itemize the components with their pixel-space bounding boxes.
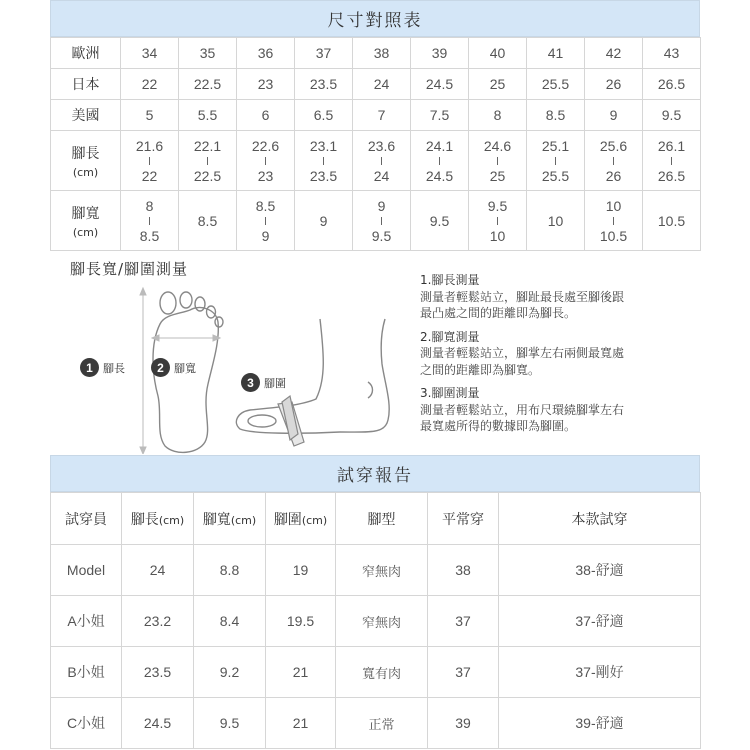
- size-value: 8.5: [545, 107, 566, 123]
- range-divider: [497, 217, 498, 225]
- size-value: 9: [609, 107, 618, 123]
- size-chart-table: [50, 37, 701, 251]
- size-value: 26: [605, 76, 622, 92]
- report-cell: 38-舒適: [499, 545, 701, 596]
- range-min: 10: [605, 197, 622, 214]
- row-unit-text: (cm): [72, 165, 99, 179]
- size-cell: [411, 191, 469, 251]
- row-label-text: 腳長: [71, 145, 100, 162]
- range-max: 25.5: [541, 167, 570, 184]
- size-range: [411, 139, 468, 183]
- badge-foot-girth: [241, 373, 286, 392]
- range-min: 24.6: [483, 137, 512, 154]
- size-row: [51, 38, 701, 69]
- size-cell: [237, 131, 295, 191]
- range-min: 23.6: [367, 137, 396, 154]
- range-max: 9: [261, 227, 270, 244]
- size-value: 5: [145, 107, 154, 123]
- size-value: 9.5: [661, 107, 682, 123]
- report-cell: Model: [51, 545, 122, 596]
- size-row-label: [51, 131, 121, 191]
- row-label-text: 美國: [71, 108, 100, 124]
- size-value: 24.5: [425, 76, 454, 92]
- header-text: 試穿員: [65, 511, 107, 528]
- report-cell: 8.4: [194, 596, 266, 647]
- report-cell: 8.8: [194, 545, 266, 596]
- instruction-title: 1.腳長測量: [420, 273, 480, 287]
- badge-number: 3: [241, 373, 260, 392]
- instruction-line: 最寬處所得的數據即為腳圍。: [420, 419, 577, 433]
- size-value: 26.5: [657, 76, 686, 92]
- size-range: [237, 199, 294, 243]
- report-cell: 21: [266, 698, 336, 749]
- report-column-header: [336, 493, 428, 545]
- size-value: 38: [373, 45, 390, 61]
- size-cell: [469, 100, 527, 131]
- report-row: [51, 545, 701, 596]
- report-cell: 37-剛好: [499, 647, 701, 698]
- size-value: 41: [547, 45, 564, 61]
- row-label-text: 日本: [71, 77, 100, 93]
- measurement-instructions: [420, 272, 700, 442]
- range-divider: [497, 157, 498, 165]
- range-max: 25: [489, 167, 506, 184]
- range-min: 21.6: [135, 137, 164, 154]
- size-cell: [469, 69, 527, 100]
- size-cell: [643, 69, 701, 100]
- header-unit: (cm): [301, 513, 328, 527]
- instruction-width: [420, 329, 700, 379]
- badge-label: 腳長: [103, 361, 125, 375]
- size-range: [121, 199, 178, 243]
- report-cell: B小姐: [51, 647, 122, 698]
- report-cell: 正常: [336, 698, 428, 749]
- size-value: 6.5: [313, 107, 334, 123]
- size-row-label: [51, 38, 121, 69]
- size-cell: [411, 100, 469, 131]
- range-min: 25.6: [599, 137, 628, 154]
- size-cell: [527, 38, 585, 69]
- header-text: 腳圍: [273, 511, 302, 528]
- size-cell: [295, 131, 353, 191]
- header-text: 腳型: [367, 511, 396, 528]
- size-range: [643, 139, 700, 183]
- size-value: 35: [199, 45, 216, 61]
- range-min: 25.1: [541, 137, 570, 154]
- report-column-header: [194, 493, 266, 545]
- size-cell: [121, 69, 179, 100]
- header-unit: (cm): [158, 513, 185, 527]
- size-value: 5.5: [197, 107, 218, 123]
- size-row: [51, 69, 701, 100]
- size-value: 42: [605, 45, 622, 61]
- report-cell: C小姐: [51, 698, 122, 749]
- report-cell: 23.5: [122, 647, 194, 698]
- size-value: 9: [319, 212, 328, 229]
- size-row-label: [51, 69, 121, 100]
- instruction-girth: [420, 385, 700, 435]
- measurement-section: [50, 254, 700, 454]
- instruction-line: 測量者輕鬆站立，用布尺環繞腳掌左右: [420, 402, 625, 417]
- instruction-title: 3.腳圍測量: [420, 386, 480, 400]
- size-value: 43: [663, 45, 680, 61]
- range-divider: [671, 157, 672, 165]
- range-max: 24: [373, 167, 390, 184]
- badge-foot-width: [151, 358, 196, 377]
- report-cell: 39-舒適: [499, 698, 701, 749]
- size-cell: [237, 69, 295, 100]
- report-cell: 19.5: [266, 596, 336, 647]
- size-cell: [585, 69, 643, 100]
- size-range: [353, 199, 410, 243]
- size-cell: [585, 100, 643, 131]
- header-unit: (cm): [230, 513, 257, 527]
- foot-diagram: [50, 284, 410, 454]
- range-divider: [265, 217, 266, 225]
- report-cell: 38: [428, 545, 499, 596]
- badge-label: 腳寬: [174, 361, 196, 375]
- size-cell: [179, 38, 237, 69]
- report-cell: 寬有肉: [336, 647, 428, 698]
- size-value: 24: [373, 76, 390, 92]
- report-cell: 39: [428, 698, 499, 749]
- row-label-text: 歐洲: [71, 46, 100, 62]
- range-divider: [381, 157, 382, 165]
- range-max: 26: [605, 167, 622, 184]
- report-cell: 9.5: [194, 698, 266, 749]
- size-range: [585, 199, 642, 243]
- instruction-line: 最凸處之間的距離即為腳長。: [420, 306, 577, 320]
- size-cell: [527, 131, 585, 191]
- size-cell: [585, 38, 643, 69]
- row-unit-text: (cm): [72, 225, 99, 239]
- size-cell: [585, 131, 643, 191]
- size-row: [51, 191, 701, 251]
- report-column-header: [122, 493, 194, 545]
- instruction-line: 測量者輕鬆站立，腳趾最長處至腳後跟: [420, 289, 625, 304]
- size-cell: [527, 100, 585, 131]
- range-divider: [149, 217, 150, 225]
- badge-foot-length: [80, 358, 125, 377]
- instruction-length: [420, 272, 700, 322]
- range-max: 24.5: [425, 167, 454, 184]
- report-cell: 24.5: [122, 698, 194, 749]
- range-divider: [613, 157, 614, 165]
- range-max: 10: [489, 227, 506, 244]
- size-range: [295, 139, 352, 183]
- size-cell: [179, 131, 237, 191]
- size-value: 23: [257, 76, 274, 92]
- try-on-report: [50, 455, 700, 749]
- size-cell: [295, 38, 353, 69]
- size-range: [585, 139, 642, 183]
- size-value: 25: [489, 76, 506, 92]
- range-max: 22.5: [193, 167, 222, 184]
- instruction-line: 測量者輕鬆站立，腳掌左右兩側最寬處: [420, 346, 625, 360]
- range-divider: [323, 157, 324, 165]
- report-header-row: [51, 493, 701, 545]
- length-arrow-icon: [140, 288, 146, 454]
- range-max: 22: [141, 167, 158, 184]
- header-text: 本款試穿: [571, 511, 628, 528]
- range-min: 8: [145, 197, 154, 214]
- size-value: 25.5: [541, 76, 570, 92]
- report-cell: 37: [428, 596, 499, 647]
- size-value: 34: [141, 45, 158, 61]
- size-cell: [295, 69, 353, 100]
- range-divider: [381, 217, 382, 225]
- size-cell: [469, 131, 527, 191]
- size-cell: [643, 191, 701, 251]
- row-label-text: 腳寬: [71, 205, 100, 222]
- report-cell: 9.2: [194, 647, 266, 698]
- size-range: [179, 139, 236, 183]
- size-value: 6: [261, 107, 270, 123]
- report-cell: A小姐: [51, 596, 122, 647]
- range-divider: [613, 217, 614, 225]
- size-range: [469, 199, 526, 243]
- size-cell: [237, 38, 295, 69]
- report-row: [51, 698, 701, 749]
- size-cell: [353, 191, 411, 251]
- size-row: [51, 100, 701, 131]
- range-min: 8.5: [255, 197, 276, 214]
- report-cell: 37: [428, 647, 499, 698]
- range-divider: [555, 157, 556, 165]
- size-row: [51, 131, 701, 191]
- report-column-header: [266, 493, 336, 545]
- size-cell: [295, 100, 353, 131]
- measurement-title: 腳長寬/腳圍測量: [70, 260, 189, 278]
- size-value: 7: [377, 107, 386, 123]
- size-cell: [353, 100, 411, 131]
- size-cell: [179, 100, 237, 131]
- size-cell: [411, 131, 469, 191]
- size-cell: [643, 100, 701, 131]
- width-arrow-icon: [152, 335, 220, 341]
- size-value: 8.5: [197, 212, 218, 229]
- size-cell: [353, 131, 411, 191]
- size-value: 22.5: [193, 76, 222, 92]
- size-range: [237, 139, 294, 183]
- size-value: 9.5: [429, 212, 450, 229]
- range-min: 22.1: [193, 137, 222, 154]
- report-title: 試穿報告: [50, 455, 700, 492]
- badge-label: 腳圍: [264, 376, 286, 390]
- size-cell: [643, 38, 701, 69]
- size-range: [353, 139, 410, 183]
- size-cell: [121, 131, 179, 191]
- range-max: 23.5: [309, 167, 338, 184]
- range-max: 9.5: [371, 227, 392, 244]
- header-text: 腳長: [130, 511, 159, 528]
- size-value: 8: [493, 107, 502, 123]
- size-value: 10: [547, 212, 564, 229]
- report-cell: 23.2: [122, 596, 194, 647]
- badge-number: 2: [151, 358, 170, 377]
- range-min: 23.1: [309, 137, 338, 154]
- size-cell: [411, 38, 469, 69]
- report-cell: 24: [122, 545, 194, 596]
- report-column-header: [499, 493, 701, 545]
- header-text: 腳寬: [202, 511, 231, 528]
- report-row: [51, 596, 701, 647]
- range-divider: [149, 157, 150, 165]
- size-value: 39: [431, 45, 448, 61]
- size-cell: [121, 38, 179, 69]
- range-divider: [265, 157, 266, 165]
- range-max: 8.5: [139, 227, 160, 244]
- instruction-line: 之間的距離即為腳寬。: [420, 362, 541, 377]
- range-min: 9: [377, 197, 386, 214]
- badge-number: 1: [80, 358, 99, 377]
- size-cell: [643, 131, 701, 191]
- size-row-label: [51, 100, 121, 131]
- size-cell: [585, 191, 643, 251]
- range-min: 26.1: [657, 137, 686, 154]
- size-value: 37: [315, 45, 332, 61]
- size-cell: [179, 191, 237, 251]
- report-cell: 21: [266, 647, 336, 698]
- size-cell: [469, 38, 527, 69]
- range-max: 26.5: [657, 167, 686, 184]
- header-text: 平常穿: [442, 511, 484, 528]
- size-cell: [237, 191, 295, 251]
- range-max: 23: [257, 167, 274, 184]
- size-value: 36: [257, 45, 274, 61]
- range-divider: [439, 157, 440, 165]
- report-column-header: [51, 493, 122, 545]
- size-cell: [353, 38, 411, 69]
- range-min: 24.1: [425, 137, 454, 154]
- report-column-header: [428, 493, 499, 545]
- size-value: 10.5: [657, 212, 686, 229]
- size-cell: [353, 69, 411, 100]
- range-min: 9.5: [487, 197, 508, 214]
- size-chart-title: 尺寸對照表: [50, 0, 700, 37]
- size-range: [527, 139, 584, 183]
- range-divider: [207, 157, 208, 165]
- size-cell: [121, 100, 179, 131]
- instruction-title: 2.腳寬測量: [420, 329, 480, 344]
- size-cell: [121, 191, 179, 251]
- size-value: 7.5: [429, 107, 450, 123]
- report-cell: 37-舒適: [499, 596, 701, 647]
- size-row-label: [51, 191, 121, 251]
- size-cell: [527, 69, 585, 100]
- size-cell: [237, 100, 295, 131]
- size-value: 23.5: [309, 76, 338, 92]
- size-cell: [469, 191, 527, 251]
- range-max: 10.5: [599, 227, 628, 244]
- report-cell: 19: [266, 545, 336, 596]
- size-range: [121, 139, 178, 183]
- size-cell: [527, 191, 585, 251]
- report-cell: 窄無肉: [336, 596, 428, 647]
- size-cell: [411, 69, 469, 100]
- range-min: 22.6: [251, 137, 280, 154]
- size-range: [469, 139, 526, 183]
- report-row: [51, 647, 701, 698]
- report-table: [50, 492, 701, 749]
- size-value: 22: [141, 76, 158, 92]
- report-cell: 窄無肉: [336, 545, 428, 596]
- size-cell: [295, 191, 353, 251]
- size-guide-sheet: [50, 0, 700, 733]
- size-cell: [179, 69, 237, 100]
- size-value: 40: [489, 45, 506, 61]
